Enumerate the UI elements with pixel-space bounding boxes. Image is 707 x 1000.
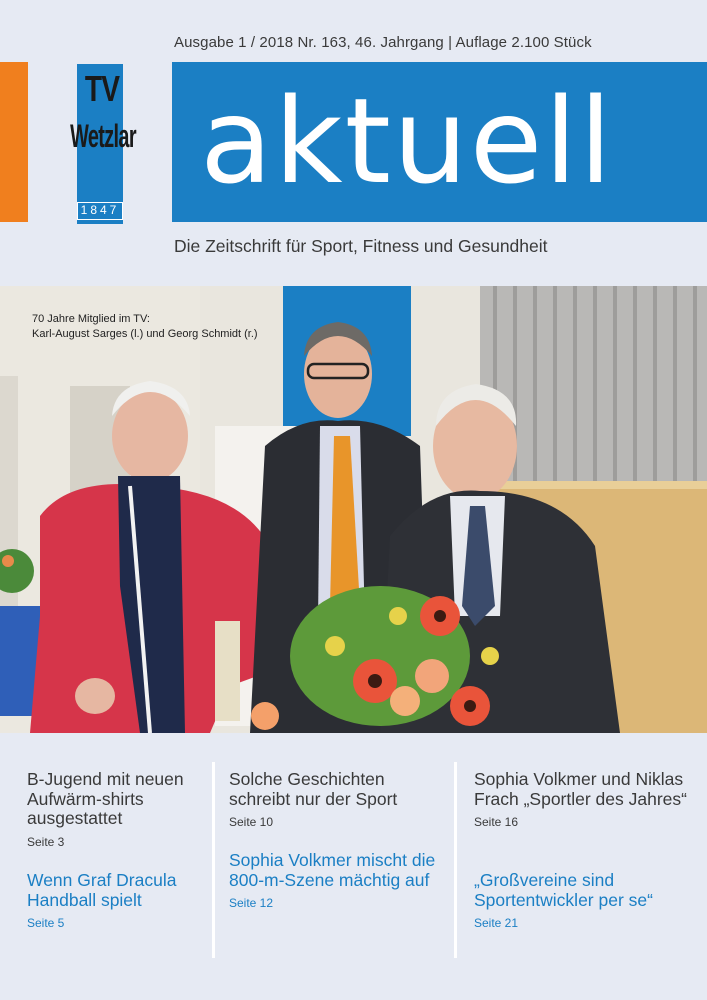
issue-line: Ausgabe 1 / 2018 Nr. 163, 46. Jahrgang | Auflage 2.100 Stück	[174, 34, 592, 51]
teaser-page: Seite 5	[27, 916, 65, 930]
teaser-5[interactable]	[474, 770, 689, 829]
column-divider	[454, 762, 457, 958]
logo-tv-text: TV	[84, 68, 120, 109]
magazine-subtitle: Die Zeitschrift für Sport, Fitness und Gesundheit	[174, 236, 548, 256]
teaser-6[interactable]	[474, 871, 689, 930]
teaser-1[interactable]	[27, 770, 207, 849]
teaser-title: „Großvereine sind Sportentwickler per se“	[474, 870, 653, 910]
photo-caption	[32, 312, 258, 342]
orange-accent-bar	[0, 62, 28, 222]
caption-line-1: 70 Jahre Mitglied im TV:	[32, 313, 150, 325]
teaser-page: Seite 21	[474, 916, 519, 930]
masthead	[172, 62, 707, 222]
teaser-title: Solche Geschichten schreibt nur der Sport	[229, 769, 398, 809]
tv-wetzlar-logo	[52, 64, 152, 224]
cover-photo	[0, 286, 707, 733]
teaser-page: Seite 12	[229, 896, 274, 910]
teaser-title: Sophia Volkmer und Niklas Frach „Sportler des Jahres“	[474, 769, 687, 809]
cover-photo-illustration	[0, 286, 707, 733]
teaser-page: Seite 3	[27, 834, 65, 849]
teaser-title: B-Jugend mit neuen Aufwärm-shirts ausgestattet	[27, 769, 184, 828]
teaser-page: Seite 10	[229, 815, 274, 829]
logo-year: 1847	[77, 202, 123, 220]
caption-line-2: Karl-August Sarges (l.) und Georg Schmidt (r.)	[32, 328, 258, 340]
teaser-title: Sophia Volkmer mischt die 800-m-Szene mächtig auf	[229, 850, 436, 890]
masthead-title: aktuell	[200, 72, 614, 210]
logo-wetzlar-text: Wetzlar	[70, 118, 136, 154]
column-divider	[212, 762, 215, 958]
teaser-4[interactable]	[229, 851, 444, 910]
teaser-title: Wenn Graf Dracula Handball spielt	[27, 870, 177, 910]
teaser-2[interactable]	[27, 871, 207, 930]
teaser-3[interactable]	[229, 770, 444, 829]
teaser-page: Seite 16	[474, 815, 519, 829]
